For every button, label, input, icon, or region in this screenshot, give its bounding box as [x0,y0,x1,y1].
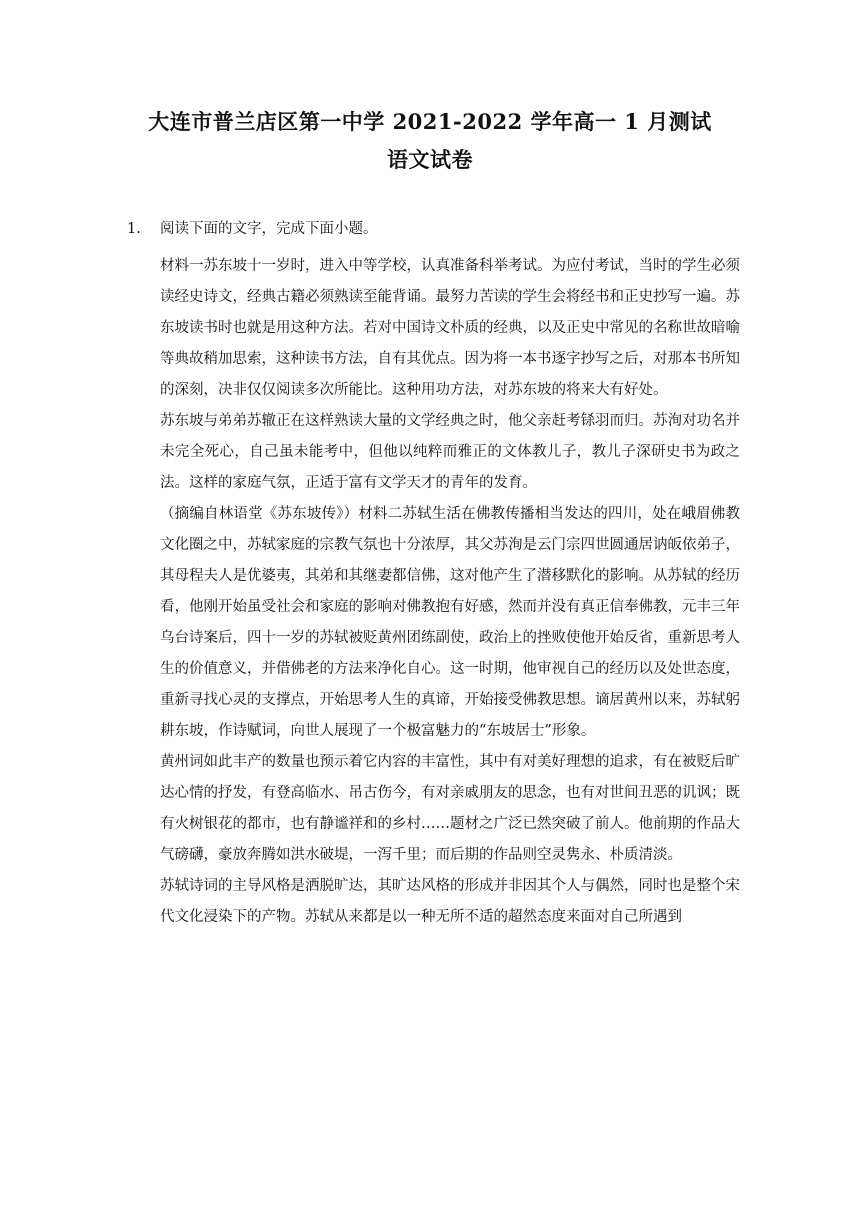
paragraph-5: 苏轼诗词的主导风格是洒脱旷达，其旷达风格的形成并非因其个人与偶然，同时也是整个宋代文化浸染下的产物。苏轼从来都是以一种无所不适的超然态度来面对自己所遇到 [160,878,740,925]
document-subtitle: 语文试卷 [387,147,473,172]
question-instruction: 阅读下面的文字，完成下面小题。 [160,221,378,237]
reading-material [160,251,740,933]
paragraph-3: （摘编自林语堂《苏东坡传》）材料二苏轼生活在佛教传播相当发达的四川，处在峨眉佛教文化圈之中，苏轼家庭的宗教气氛也十分浓厚，其父苏洵是云门宗四世圆通居讷皈依弟子，其母程夫人是优婆夷，其弟和其继妻都信佛，这对他产生了潜移默化的影响。从苏轼的经历看，他刚开始虽受社会和家庭的影响对佛教抱有好感，然而并没有真正信奉佛教，元丰三年乌台诗案后，四十一岁的苏轼被贬黄州团练副使，政治上的挫败使他开始反省，重新思考人生的价值意义，并借佛老的方法来净化自心。这一时期，他审视自己的经历以及处世态度，重新寻找心灵的支撑点，开始思考人生的真谛，开始接受佛教思想。谪居黄州以来，苏轼躬耕东坡，作诗赋词，向世人展现了一个极富魅力的“东坡居士”形象。 [160,506,740,739]
question-number: 1. [127,221,141,237]
paragraph-2: 苏东坡与弟弟苏辙正在这样熟读大量的文学经典之时，他父亲赶考铩羽而归。苏洵对功名并未完全死心，自己虽未能考中，但他以纯粹而雅正的文体教儿子，教儿子深研史书为政之法。这样的家庭气氛，正适于富有文学天才的青年的发育。 [160,413,740,491]
paragraph-1: 材料一苏东坡十一岁时，进入中等学校，认真准备科举考试。为应付考试，当时的学生必须读经史诗文，经典古籍必须熟读至能背诵。最努力苦读的学生会将经书和正史抄写一遍。苏东坡读书时也就是用这种方法。若对中国诗文朴质的经典，以及正史中常见的名称世故暗喻等典故稍加思索，这种读书方法，自有其优点。因为将一本书逐字抄写之后，对那本书所知的深刻，决非仅仅阅读多次所能比。这种用功方法，对苏东坡的将来大有好处。 [160,258,740,398]
paragraph-4: 黄州词如此丰产的数量也预示着它内容的丰富性，其中有对美好理想的追求，有在被贬后旷达心情的抒发，有登高临水、吊古伤今，有对亲戚朋友的思念，也有对世间丑恶的讥讽；既有火树银花的都市，也有静谧祥和的乡村……题材之广泛已然突破了前人。他前期的作品大气磅礴，豪放奔腾如洪水破堤，一泻千里；而后期的作品则空灵隽永、朴质清淡。 [160,754,740,863]
document-title: 大连市普兰店区第一中学 2021-2022 学年高一 1 月测试 [148,109,712,134]
question-header [127,218,747,240]
